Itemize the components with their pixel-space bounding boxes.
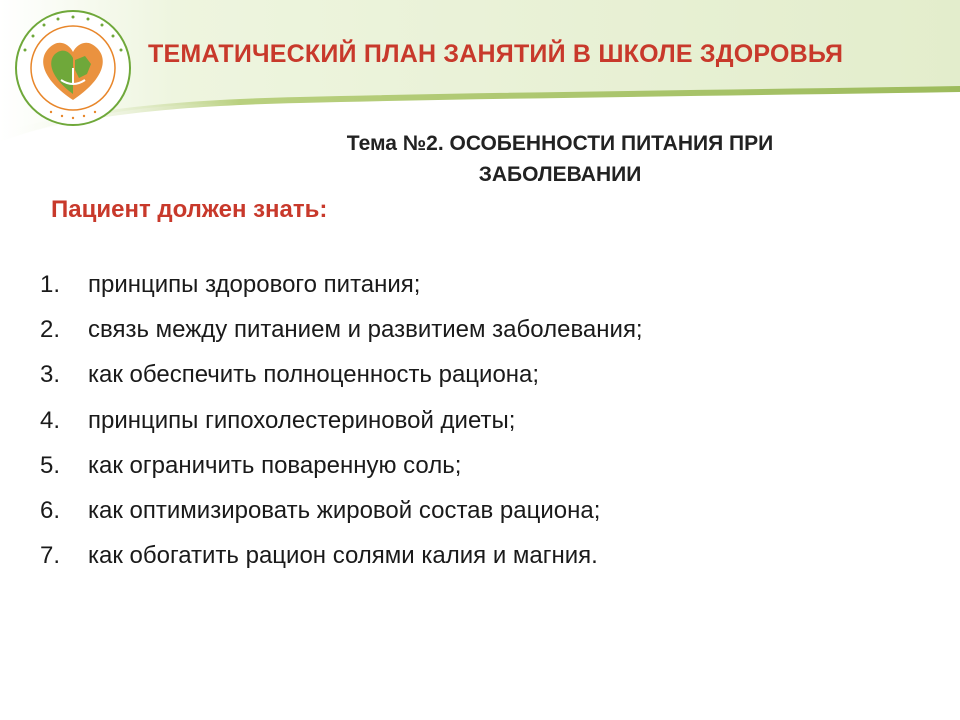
list-item-text: как ограничить поваренную соль; — [88, 451, 462, 479]
list-item-number: 4. — [40, 406, 61, 434]
list-item — [40, 488, 920, 533]
list-item-number: 5. — [40, 451, 61, 479]
logo-emblem — [13, 8, 133, 128]
topic-title-line-1: Тема №2. ОСОБЕННОСТИ ПИТАНИЯ ПРИ — [346, 132, 774, 155]
subheading: Пациент должен знать: — [51, 196, 328, 223]
list-item — [40, 353, 920, 398]
header-band — [0, 0, 960, 142]
list-item-text: как обогатить рацион солями калия и магния. — [88, 542, 598, 570]
list-item-text: как оптимизировать жировой состав рациона; — [88, 497, 601, 525]
list-item — [40, 398, 920, 443]
list-item — [40, 262, 920, 307]
list-item-text: как обеспечить полноценность рациона; — [88, 361, 540, 389]
topic-title-line-2: ЗАБОЛЕВАНИИ — [478, 163, 642, 186]
page-title: ТЕМАТИЧЕСКИЙ ПЛАН ЗАНЯТИЙ В ШКОЛЕ ЗДОРОВЬЯ — [148, 40, 844, 68]
list-item-text: принципы гипохолестериновой диеты; — [88, 406, 516, 434]
list-item — [40, 307, 920, 352]
content-list — [40, 262, 920, 579]
list-item-number: 2. — [40, 315, 61, 343]
list-item-number: 1. — [40, 270, 61, 298]
list-item-number: 7. — [40, 542, 61, 570]
list-item — [40, 534, 920, 579]
list-item-number: 6. — [40, 497, 61, 525]
topic-title — [250, 128, 870, 190]
list-item — [40, 443, 920, 488]
list-item-text: связь между питанием и развитием заболевания; — [88, 315, 643, 343]
list-item-number: 3. — [40, 361, 61, 389]
list-item-text: принципы здорового питания; — [88, 270, 421, 298]
